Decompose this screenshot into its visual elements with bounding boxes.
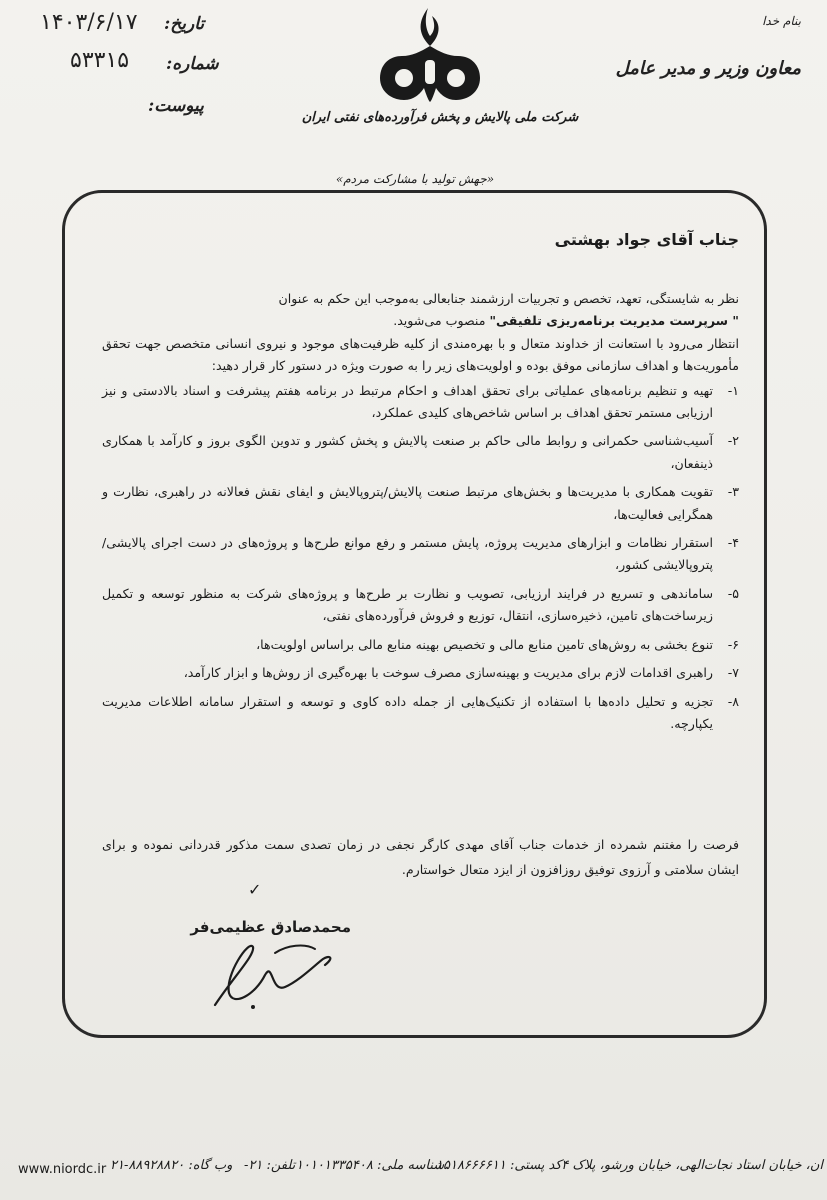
item-text: تقویت همکاری با مدیریت‌ها و بخش‌های مرتبط صنعت پالایش/پتروپالایش و ایفای نقش فعالانه در راهبری، نظارت و همگرایی فعالیت‌ها، [102,484,713,522]
date-label: تاریخ: [164,14,205,34]
bismillah: بنام خدا [762,14,801,28]
item-number: ۴- [727,535,739,551]
number-label: شماره: [166,54,219,74]
item-text: تهیه و تنظیم برنامه‌های عملیاتی برای تحقق اهداف و احکام مرتبط در برنامه هفتم پیشرفت و اسناد بالادستی و نیز ارزیابی مستمر تحقق اهداف بر اساس شاخص‌های کلیدی عملکرد، [102,382,713,421]
item-text: تجزیه و تحلیل داده‌ها با استفاده از تکنیک‌هایی از جمله داده کاوی و توسعه و استقرار سامانه اطلاعات مدیریت یکپارچه. [102,693,713,731]
website-link[interactable]: www.niordc.ir [18,1162,107,1177]
letter-body [102,288,739,741]
list-item [102,380,739,425]
company-logo-icon [370,2,490,110]
national-id: شناسه ملی: ۱۰۱۰۱۳۳۵۴۰۸ [296,1158,445,1173]
signatory-name: محمدصادق عظیمی‌فر [190,918,351,936]
item-number: ۸- [727,693,739,709]
intro-text: نظر به شایستگی، تعهد، تخصص و تجربیات ارزشمند جنابعالی به‌موجب این حکم به عنوان [278,291,739,306]
closing-paragraph: فرصت را مغتنم شمرده از خدمات جناب آقای مهدی کارگر نجفی در زمان تصدی سمت مذکور قدردانی نموده و برای ایشان سلامتی و آرزوی توفیق روزافزون از ایزد متعال خواستارم. [102,837,739,877]
motto: «جهش تولید با مشارکت مردم» [335,172,495,186]
list-item [102,430,739,475]
list-item [102,634,739,656]
appointment-line [102,310,739,332]
department-title: معاون وزیر و مدیر عامل [615,58,801,79]
company-name: شرکت ملی پالایش و پخش فرآورده‌های نفتی ایران [301,110,579,125]
number-value: ۵۳۳۱۵ [70,48,130,73]
item-number: ۲- [727,433,739,449]
expectation-paragraph: انتظار می‌رود با استعانت از خداوند متعال و با بهره‌مندی از کلیه ظرفیت‌های موجود و نیروی انسانی متخصص جهت تحقق مأموریت‌ها و اهداف سازمانی موفق بوده و اولویت‌های زیر را به صورت ویژه در دستور کار قرار دهید: [102,335,739,374]
intro-paragraph [102,288,739,310]
list-item [102,481,739,526]
list-item [102,662,739,684]
item-number: ۳- [727,484,739,500]
check-mark-icon: ✓ [248,880,262,899]
footer [0,1150,827,1190]
attachment-label: پیوست: [148,96,204,116]
item-number: ۶- [727,636,739,652]
list-item [102,532,739,577]
appointment-suffix: منصوب می‌شوید. [393,313,490,329]
appointment-title: " سرپرست مدیریت برنامه‌ریزی تلفیقی" [489,313,739,329]
item-text: استقرار نظامات و ابزارهای مدیریت پروژه، پایش مستمر و رفع موانع طرح‌ها و پروژه‌های در دست اجرای پالایشی/پتروپالایشی کشور، [102,535,713,573]
priority-list [102,380,739,736]
list-item [102,691,739,736]
item-number: ۵- [727,585,739,601]
list-item [102,583,739,628]
postal-code: کد پستی: ۱۵۱۸۶۶۶۶۱۱ [436,1158,562,1173]
phone-number: تلفن: ۲۱- [244,1158,296,1173]
item-text: راهبری اقدامات لازم برای مدیریت و بهینه‌سازی مصرف سوخت با بهره‌گیری از روش‌ها و ابزار کارآمد، [183,665,713,681]
item-text: آسیب‌شناسی حکمرانی و روابط مالی حاکم بر صنعت پالایش و پخش کشور و تدوین الگوی بروز و کارآمد با همکاری ذینفعان، [102,433,713,471]
signature-icon [195,935,345,1015]
item-number: ۱- [727,382,739,398]
address: ان، خیابان استاد نجات‌الهی، خیابان ورشو، پلاک ۴ [561,1158,823,1173]
item-text: تنوع بخشی به روش‌های تامین منابع مالی و تخصیص بهینه منابع مالی براساس اولویت‌ها، [256,636,713,652]
item-number: ۷- [727,665,739,681]
salutation: جناب آقای جواد بهشتی [554,230,739,249]
fax-number: وب گاه: ۸۸۹۲۸۸۲۰-۲۱ [110,1158,233,1173]
date-value: ۱۴۰۳/۶/۱۷ [40,10,138,35]
item-text: ساماندهی و تسریع در فرایند ارزیابی، تصویب و نظارت بر طرح‌ها و پروژه‌های شرکت به منظور توسعه و تکمیل زیرساخت‌های تامین، ذخیره‌سازی، انتقال، توزیع و فروش فرآورده‌های نفتی، [102,585,713,624]
